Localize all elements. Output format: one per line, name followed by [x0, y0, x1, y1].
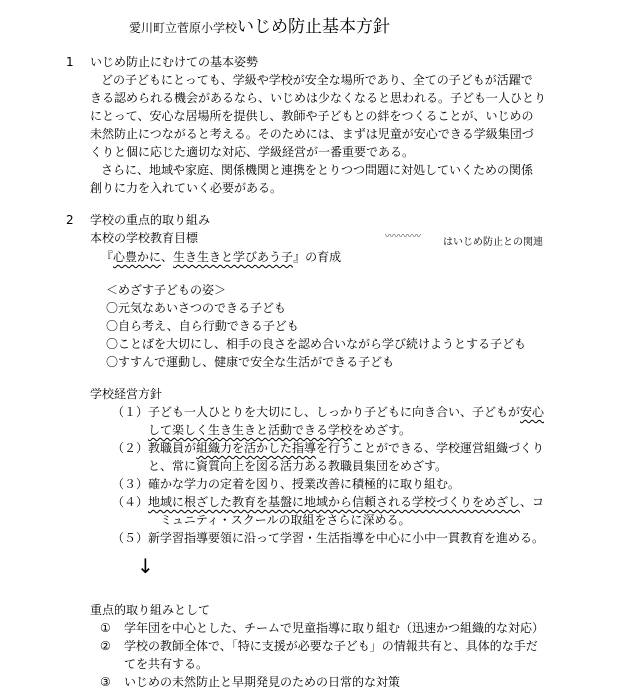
legend-wavy-marker: 〰〰〰〰	[385, 232, 422, 242]
section1-line-6: さらに、地域や家庭、関係機関と連携をとりつつ問題に対処していくための関係	[101, 163, 534, 177]
focus-item-2: 学校の教師全体で、「特に支援が必要な子ども」の情報共有と、具体的な手だ	[124, 639, 538, 653]
section1-line-2: きる認められる機会があるなら、いじめは少なくなると思われる。子ども一人ひとり	[90, 91, 547, 105]
policy-item-2: （２）教職員が組織力を活かした指導を行うことができる、学校運営組織づくり	[112, 441, 545, 455]
focus-item-1-num: ①	[100, 621, 111, 635]
section2-heading: 学校の重点的取り組み	[90, 213, 211, 227]
section1-line-4: 未然防止につながると考える。そのためには、まずは児童が安心できる学級集団づ	[90, 127, 534, 141]
section1-line-5: くりと個に応じた適切な対応、学級経営が一番重要である。	[90, 145, 415, 159]
school-name: 愛川町立菅原小学校	[129, 21, 238, 35]
focus-item-3-num: ③	[100, 675, 111, 689]
section1-line-3: にとって、安心な居場所を提供し、教師や子どもとの絆をつくることが、いじめの	[90, 109, 534, 123]
section1-line-1: どの子どもにとっても、学級や学校が安全な場所であり、全ての子どもが活躍で	[101, 73, 533, 87]
down-arrow-icon: ↓	[137, 554, 154, 578]
policy-item-5: （５）新学習指導要領に沿って学習・生活指導を中心に小中一貫教育を進める。	[112, 531, 545, 545]
aims-heading: ＜めざす子どもの姿＞	[106, 283, 227, 297]
section1-line-7: 創りに力を入れていく必要がある。	[90, 181, 283, 195]
legend-text: はいじめ防止との関連	[443, 237, 543, 248]
policy-heading: 学校経営方針	[90, 387, 163, 401]
policy-item-2-cont: と、常に資質向上を図る活力ある教職員集団をめざす。	[148, 459, 448, 473]
focus-item-1: 学年団を中心とした、チームで児童指導に取り組む（迅速かつ組織的な対応）	[124, 621, 545, 635]
aim-item-4: 〇すすんで運動し、健康で安全な生活ができる子ども	[106, 355, 395, 369]
aim-item-3: 〇ことばを大切にし、相手の良さを認め合いながら学び続けようとする子ども	[106, 337, 527, 351]
policy-item-1-cont: して楽しく生き生きと活動できる学校をめざす。	[148, 423, 412, 437]
focus-item-3: いじめの未然防止と早期発見のための日常的な対策	[124, 675, 401, 689]
section1-heading: いじめ防止にむけての基本姿勢	[90, 55, 259, 69]
page-title	[129, 12, 390, 36]
focus-item-2-cont: てを共有する。	[124, 657, 209, 671]
policy-item-4-cont: ミュニティ・スクールの取組をさらに深める。	[160, 513, 411, 527]
aim-item-2: 〇自ら考え、自ら行動できる子ども	[106, 319, 299, 333]
school-goal: 『心豊かに、生き生きと学びあう子』の育成	[101, 250, 342, 264]
goal-part-1: 心豊かに	[113, 250, 162, 264]
section1-number: 1	[66, 55, 74, 69]
policy-item-4: （４）地域に根ざした教育を基盤に地域から信頼される学校づくりをめざし、コ	[112, 495, 545, 509]
focus-item-2-num: ②	[100, 639, 111, 653]
goal-heading: 本校の学校教育目標	[90, 231, 199, 245]
section2-number: 2	[66, 213, 74, 227]
focus-heading: 重点的取り組みとして	[90, 603, 211, 617]
policy-item-3: （３）確かな学力の定着を図り、授業改善に積極的に取り組む。	[112, 477, 461, 491]
title-main: いじめ防止基本方針	[237, 17, 391, 37]
goal-part-2: 生き生きと学びあう子	[173, 250, 294, 264]
aim-item-1: 〇元気なあいさつのできる子ども	[106, 301, 287, 315]
policy-item-1: （１）子ども一人ひとりを大切にし、しっかり子どもに向き合い、子どもが安心	[112, 405, 545, 419]
